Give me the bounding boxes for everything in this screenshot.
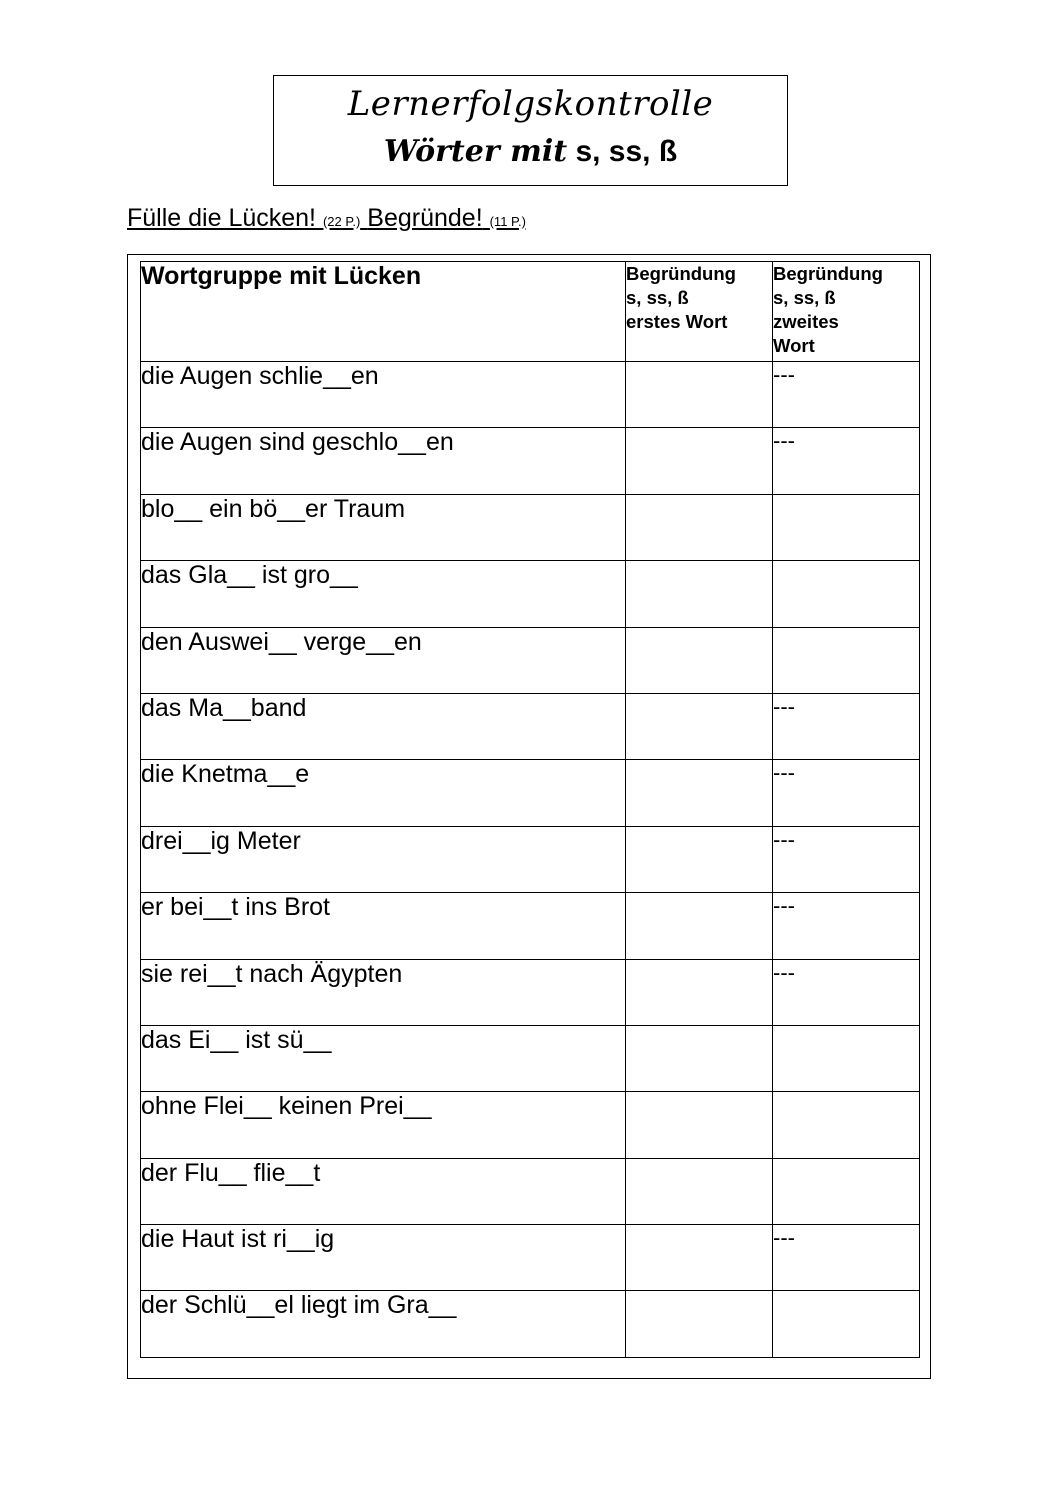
phrase-cell: blo__ ein bö__er Traum [141, 494, 626, 560]
reason-second-word-cell: --- [773, 893, 920, 959]
table-row [141, 826, 920, 892]
reason-first-word-cell[interactable] [626, 362, 773, 428]
reason-first-word-cell[interactable] [626, 561, 773, 627]
table-row [141, 760, 920, 826]
phrase-cell: die Augen sind geschlo__en [141, 428, 626, 494]
reason-first-word-cell[interactable] [626, 959, 773, 1025]
phrase-cell: der Schlü__el liegt im Gra__ [141, 1291, 626, 1357]
table-row [141, 561, 920, 627]
reason-first-word-cell[interactable] [626, 1025, 773, 1091]
table-row [141, 1158, 920, 1224]
table-row [141, 1291, 920, 1357]
table-row [141, 959, 920, 1025]
reason-first-word-cell[interactable] [626, 893, 773, 959]
reason-first-word-cell[interactable] [626, 1092, 773, 1158]
table-header-row [141, 262, 920, 362]
header-wortgruppe: Wortgruppe mit Lücken [141, 262, 626, 362]
reason-second-word-cell[interactable] [773, 561, 920, 627]
instruction-points-fill: (22 P.) [322, 214, 361, 229]
reason-second-word-cell: --- [773, 428, 920, 494]
reason-second-word-cell[interactable] [773, 1092, 920, 1158]
reason-first-word-cell[interactable] [626, 760, 773, 826]
reason-first-word-cell[interactable] [626, 1291, 773, 1357]
reason-second-word-cell[interactable] [773, 1291, 920, 1357]
reason-second-word-cell[interactable] [773, 494, 920, 560]
reason-first-word-cell[interactable] [626, 494, 773, 560]
title-subheading-script: Wörter mit [383, 134, 568, 169]
title-subheading [274, 134, 787, 169]
reason-second-word-cell[interactable] [773, 1025, 920, 1091]
reason-first-word-cell[interactable] [626, 693, 773, 759]
instruction-fill: Fülle die Lücken! [127, 204, 317, 232]
instruction-justify: Begründe! [367, 204, 483, 232]
table-row [141, 494, 920, 560]
instruction-line [127, 204, 526, 233]
table-row [141, 893, 920, 959]
table-row [141, 693, 920, 759]
worksheet-table [140, 261, 920, 1358]
table-row [141, 362, 920, 428]
title-box [273, 75, 788, 186]
header-reason-second-word: Begründung s, ss, ß zweites Wort [773, 262, 920, 362]
phrase-cell: er bei__t ins Brot [141, 893, 626, 959]
phrase-cell: das Ma__band [141, 693, 626, 759]
header-reason-first-word: Begründung s, ss, ß erstes Wort [626, 262, 773, 362]
table-row [141, 428, 920, 494]
table-row [141, 627, 920, 693]
reason-first-word-cell[interactable] [626, 1225, 773, 1291]
reason-second-word-cell: --- [773, 959, 920, 1025]
reason-first-word-cell[interactable] [626, 1158, 773, 1224]
reason-second-word-cell: --- [773, 693, 920, 759]
title-heading: Lernerfolgskontrolle [347, 84, 714, 124]
reason-second-word-cell[interactable] [773, 1158, 920, 1224]
phrase-cell: die Haut ist ri__ig [141, 1225, 626, 1291]
phrase-cell: ohne Flei__ keinen Prei__ [141, 1092, 626, 1158]
phrase-cell: sie rei__t nach Ägypten [141, 959, 626, 1025]
phrase-cell: das Gla__ ist gro__ [141, 561, 626, 627]
reason-second-word-cell: --- [773, 826, 920, 892]
reason-second-word-cell: --- [773, 1225, 920, 1291]
reason-second-word-cell[interactable] [773, 627, 920, 693]
table-row [141, 1092, 920, 1158]
table-row [141, 1025, 920, 1091]
phrase-cell: drei__ig Meter [141, 826, 626, 892]
phrase-cell: die Augen schlie__en [141, 362, 626, 428]
phrase-cell: die Knetma__e [141, 760, 626, 826]
instruction-points-justify: (11 P.) [489, 214, 526, 229]
reason-first-word-cell[interactable] [626, 428, 773, 494]
reason-second-word-cell: --- [773, 760, 920, 826]
reason-second-word-cell: --- [773, 362, 920, 428]
table-body [141, 362, 920, 1358]
phrase-cell: der Flu__ flie__t [141, 1158, 626, 1224]
phrase-cell: den Auswei__ verge__en [141, 627, 626, 693]
phrase-cell: das Ei__ ist sü__ [141, 1025, 626, 1091]
reason-first-word-cell[interactable] [626, 826, 773, 892]
title-subheading-letters: s, ss, ß [575, 135, 678, 168]
reason-first-word-cell[interactable] [626, 627, 773, 693]
table-row [141, 1225, 920, 1291]
